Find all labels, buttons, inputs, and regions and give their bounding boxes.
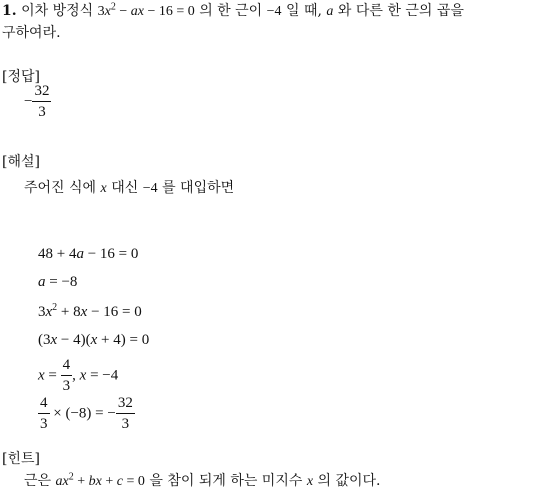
product-fraction xyxy=(38,396,50,432)
question-text-prefix: 이차 방정식 xyxy=(21,3,94,19)
hint-prefix: 근은 xyxy=(24,473,52,489)
answer-fraction xyxy=(32,84,51,120)
product-result-denominator: 3 xyxy=(121,416,130,432)
solution-step-3: $3x^2 + 8x - 16 = 0$ xyxy=(38,302,142,320)
answer-value xyxy=(24,84,51,120)
question-text-end: 와 다른 한 근의 곱을 xyxy=(337,3,464,19)
solution-intro-var: x xyxy=(100,181,107,196)
question-number: 1. xyxy=(2,3,17,19)
question-line-1 xyxy=(2,0,464,20)
roots-fraction-numerator: 4 xyxy=(61,358,73,376)
hint-equation: $ax^2$ + bx + c = 0 xyxy=(55,471,145,489)
answer-numerator: 32 xyxy=(32,84,51,102)
roots-fraction-denominator: 3 xyxy=(62,378,71,394)
question-var-a: a xyxy=(326,4,334,19)
solution-intro xyxy=(24,177,234,197)
hint-text xyxy=(24,470,381,490)
solution-intro-value: −4 xyxy=(142,181,158,196)
solution-step-4: (3x − 4)(x + 4) = 0 xyxy=(38,332,150,348)
hint-var: x xyxy=(306,474,314,489)
solution-intro-mid: 대신 xyxy=(111,180,139,196)
solution-product-line xyxy=(38,396,135,432)
solution-step-1: 48 + 4a − 16 = 0 xyxy=(38,246,139,262)
question-equation: $3x^2$ − ax − 16 = 0 xyxy=(97,1,195,19)
question-root: −4 xyxy=(266,4,282,19)
product-fraction-numerator: 4 xyxy=(38,396,50,414)
product-middle: × (−8) = − xyxy=(53,405,116,422)
product-result-numerator: 32 xyxy=(116,396,135,414)
hint-label: [힌트] xyxy=(2,451,40,467)
product-fraction-denominator: 3 xyxy=(40,416,48,432)
question-text-mid: 의 한 근이 xyxy=(199,3,263,19)
roots-fraction xyxy=(61,358,73,394)
solution-intro-prefix: 주어진 식에 xyxy=(24,180,97,196)
hint-suffix: 을 참이 되게 하는 미지수 xyxy=(149,473,303,489)
answer-label: [정답] xyxy=(2,69,40,85)
hint-end: 의 값이다. xyxy=(317,473,381,489)
solution-label: [해설] xyxy=(2,154,40,170)
product-result-fraction xyxy=(116,396,135,432)
question-line-2: 구하여라. xyxy=(2,25,61,41)
solution-roots-line: x = $\frac{4}{3}$ , x = −4 xyxy=(38,357,119,394)
answer-sign: − xyxy=(24,93,33,110)
solution-step-2: a = −8 xyxy=(38,274,78,290)
question-text-suffix: 일 때, xyxy=(286,3,322,19)
solution-intro-suffix: 를 대입하면 xyxy=(162,180,235,196)
answer-denominator: 3 xyxy=(38,104,46,120)
